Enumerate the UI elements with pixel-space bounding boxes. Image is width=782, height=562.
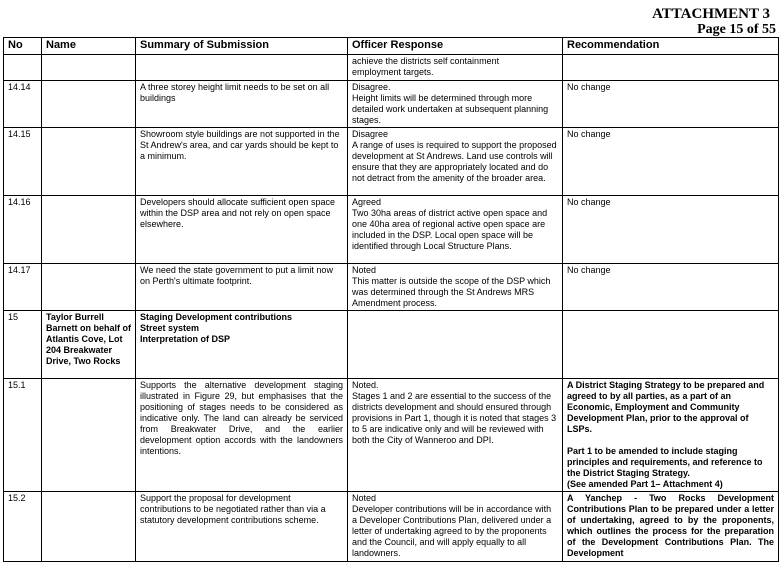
cell-no: 15.2: [4, 492, 42, 562]
table-row: [4, 379, 779, 492]
response-verdict: Noted: [352, 493, 377, 503]
page-number: Page 15 of 55: [697, 22, 776, 37]
cell-recommendation: [563, 492, 779, 562]
cell-summary: A three storey height limit needs to be set on all buildings: [136, 81, 348, 128]
response-verdict: Disagree.: [352, 82, 391, 92]
cell-response: [348, 264, 563, 311]
response-text: achieve the districts self containment: [352, 56, 500, 66]
summary-topic: Street system: [140, 323, 200, 333]
cell-no: 14.17: [4, 264, 42, 311]
attachment-header: [652, 6, 776, 37]
submissions-table: [3, 37, 779, 562]
cell-name: [42, 196, 136, 264]
cell-response: [348, 55, 563, 81]
cell-name: [42, 81, 136, 128]
response-text: Height limits will be determined through more detailed work undertaken at subsequent planning stages.: [352, 93, 549, 125]
table-row: [4, 196, 779, 264]
cell-response: [348, 196, 563, 264]
cell-name: [42, 128, 136, 196]
cell-recommendation: No change: [563, 196, 779, 264]
response-text: Two 30ha areas of district active open space and one 40ha area of regional active open space are included in the DSP. Local open space will be identified through Local Structure Plans.: [352, 208, 548, 251]
cell-summary: [136, 55, 348, 81]
summary-topic: Interpretation of DSP: [140, 334, 231, 344]
response-verdict: Noted.: [352, 380, 379, 390]
col-header-name: Name: [42, 38, 136, 55]
table-row: [4, 492, 779, 562]
recommendation-text: A Yanchep - Two Rocks Development Contributions Plan to be prepared under a letter of undertaking, agreed to by the proponents, which outlines the process for the preparation of the Development Contributions Plan. The Development: [567, 493, 774, 558]
table-row: [4, 81, 779, 128]
cell-recommendation: No change: [563, 128, 779, 196]
cell-response: [348, 311, 563, 379]
col-header-response: Officer Response: [348, 38, 563, 55]
cell-no: 14.16: [4, 196, 42, 264]
attachment-label: ATTACHMENT 3: [652, 6, 770, 22]
cell-no: 15: [4, 311, 42, 379]
cell-no: [4, 55, 42, 81]
response-verdict: Noted: [352, 265, 377, 275]
cell-summary: Developers should allocate sufficient open space within the DSP area and not rely on open space elsewhere.: [136, 196, 348, 264]
cell-response: [348, 128, 563, 196]
response-text: A range of uses is required to support the proposed development at St Andrews. Land use controls will ensure that they are appropriately located and do not detract from the amenity of the broader area.: [352, 140, 557, 183]
recommendation-reference: (See amended Part 1– Attachment 4): [567, 479, 723, 489]
cell-name: [42, 492, 136, 562]
summary-topic: Staging Development contributions: [140, 312, 293, 322]
cell-recommendation: No change: [563, 264, 779, 311]
cell-summary: Support the proposal for development contributions to be negotiated rather than via a statutory development contributions scheme.: [136, 492, 348, 562]
table-row: [4, 128, 779, 196]
response-text: employment targets.: [352, 67, 434, 77]
cell-name: [42, 264, 136, 311]
cell-no: 14.14: [4, 81, 42, 128]
cell-summary: Supports the alternative development staging illustrated in Figure 29, but emphasises that the positioning of stages needs to be considered as indicative only. The land can already be serviced from Breakwater Drive, and the earlier development option accords with the landowners intentions.: [136, 379, 348, 492]
response-text: Stages 1 and 2 are essential to the success of the districts development and should ensured through provisions in Part 1, though it is noted that stages 3 to 5 are indicative only and will be reviewed with both the City of Wanneroo and DPI.: [352, 391, 557, 445]
cell-response: [348, 379, 563, 492]
table-row: [4, 55, 779, 81]
cell-response: [348, 492, 563, 562]
cell-summary: [136, 311, 348, 379]
response-text: This matter is outside the scope of the DSP which was determined through the St Andrews MRS Amendment process.: [352, 276, 551, 308]
response-text: Developer contributions will be in accordance with a Developer Contributions Plan, delivered under a letter of undertaking agreed to by the proponents and the Council, and will apply equally to all landowners.: [352, 504, 552, 558]
table-row: [4, 311, 779, 379]
table-header-row: [4, 38, 779, 55]
recommendation-text: Part 1 to be amended to include staging principles and requirements, and reference to the District Staging Strategy.: [567, 446, 763, 478]
col-header-recommendation: Recommendation: [563, 38, 779, 55]
col-header-summary: Summary of Submission: [136, 38, 348, 55]
cell-recommendation: No change: [563, 81, 779, 128]
cell-name-submitter: Taylor Burrell Barnett on behalf of Atlantis Cove, Lot 204 Breakwater Drive, Two Rocks: [42, 311, 136, 379]
cell-response: [348, 81, 563, 128]
response-verdict: Agreed: [352, 197, 382, 207]
response-verdict: Disagree: [352, 129, 389, 139]
cell-summary: Showroom style buildings are not supported in the St Andrew's area, and car yards should be kept to a minimum.: [136, 128, 348, 196]
cell-recommendation: [563, 311, 779, 379]
cell-recommendation: [563, 55, 779, 81]
cell-no: 14.15: [4, 128, 42, 196]
cell-summary: We need the state government to put a limit now on Perth's ultimate footprint.: [136, 264, 348, 311]
cell-no: 15.1: [4, 379, 42, 492]
cell-name: [42, 379, 136, 492]
col-header-no: No: [4, 38, 42, 55]
recommendation-text: A District Staging Strategy to be prepared and agreed to by all parties, as a part of an Economic, Employment and Community Development Plan, prior to the approval of LSPs.: [567, 380, 765, 434]
cell-name: [42, 55, 136, 81]
cell-recommendation: [563, 379, 779, 492]
table-row: [4, 264, 779, 311]
